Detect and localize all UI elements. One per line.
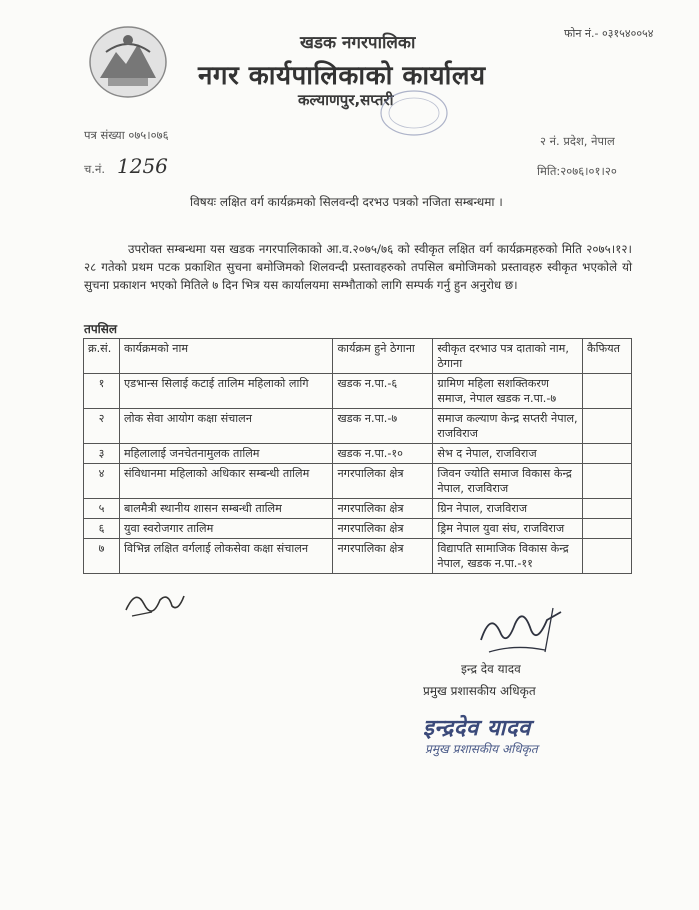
signer-name: इन्द्र देव यादव — [461, 662, 521, 676]
signature-stamp-title: प्रमुख प्रशासकीय अधिकृत — [425, 742, 538, 756]
office-stamp-icon — [378, 88, 450, 138]
cell-location: नगरपालिका क्षेत्र — [333, 519, 433, 539]
cell-remarks — [583, 519, 632, 539]
column-header-remarks: कैफियत — [583, 339, 632, 374]
column-header-serial: क्र.सं. — [84, 339, 120, 374]
cell-program: लोक सेवा आयोग कक्षा संचालन — [119, 409, 332, 444]
cell-serial: ५ — [84, 499, 120, 519]
column-header-program: कार्यक्रमको नाम — [119, 339, 332, 374]
table-row — [84, 374, 632, 409]
cell-serial: ७ — [84, 539, 120, 574]
cell-bidder: सेभ द नेपाल, राजविराज — [433, 444, 583, 464]
signature-stamp-name: इन्द्रदेव यादव — [423, 716, 531, 741]
dispatch-number-label: च.नं. — [84, 162, 105, 176]
cell-serial: ३ — [84, 444, 120, 464]
letter-body — [84, 240, 632, 294]
government-emblem-icon — [86, 22, 170, 100]
province-address: २ नं. प्रदेश, नेपाल — [540, 134, 615, 148]
officer-signature-icon — [475, 600, 575, 662]
cell-bidder: ड्रिम नेपाल युवा संघ, राजविराज — [433, 519, 583, 539]
cell-program: एडभान्स सिलाई कटाई तालिम महिलाको लागि — [119, 374, 332, 409]
cell-bidder: समाज कल्याण केन्द्र सप्तरी नेपाल, राजविराज — [433, 409, 583, 444]
table-header-row — [84, 339, 632, 374]
column-header-location: कार्यक्रम हुने ठेगाना — [333, 339, 433, 374]
cell-location: नगरपालिका क्षेत्र — [333, 464, 433, 499]
table-row — [84, 519, 632, 539]
cell-location: खडक न.पा.-७ — [333, 409, 433, 444]
program-table — [83, 338, 632, 574]
letter-date: मिति:२०७६।०१।२० — [537, 164, 617, 178]
table-row — [84, 409, 632, 444]
signer-title: प्रमुख प्रशासकीय अधिकृत — [423, 684, 536, 698]
cell-remarks — [583, 374, 632, 409]
cell-remarks — [583, 539, 632, 574]
cell-program: बालमैत्री स्थानीय शासन सम्बन्धी तालिम — [119, 499, 332, 519]
office-address: कल्याणपुर,सप्तरी — [298, 91, 394, 109]
initial-signature-icon — [122, 582, 190, 622]
cell-remarks — [583, 499, 632, 519]
dispatch-number: 1256 — [117, 154, 168, 178]
office-municipality-name: खडक नगरपालिका — [300, 33, 416, 53]
cell-location: खडक न.पा.-१० — [333, 444, 433, 464]
cell-bidder: ग्रिन नेपाल, राजविराज — [433, 499, 583, 519]
cell-serial: २ — [84, 409, 120, 444]
letter-reference-number: पत्र संख्या ०७५।०७६ — [84, 128, 169, 142]
cell-bidder: जिवन ज्योति समाज विकास केन्द्र नेपाल, राजविराज — [433, 464, 583, 499]
cell-serial: ४ — [84, 464, 120, 499]
cell-bidder: विद्यापति सामाजिक विकास केन्द्र नेपाल, खडक न.पा.-११ — [433, 539, 583, 574]
cell-location: नगरपालिका क्षेत्र — [333, 499, 433, 519]
letter-subject: विषयः लक्षित वर्ग कार्यक्रमको सिलवन्दी दरभउ पत्रको नजिता सम्बन्धमा । — [190, 195, 503, 209]
letter-body-text: उपरोक्त सम्बन्धमा यस खडक नगरपालिकाको आ.व.२०७५/७६ को स्वीकृत लक्षित वर्ग कार्यक्रमहरुको मिति २०७५।१२।२८ गतेको प्रथम पटक प्रकाशित सुचना बमोजिमको शिलवन्दी प्रस्तावहरुको तपसिल बमोजिमको प्रस्तावहरु स्वीकृत भएकोले यो सुचना प्रकाशन भएको मितिले ७ दिन भित्र यस कार्यालयमा सम्भौताको लागि सम्पर्क गर्नु हुन अनुरोध छ। — [84, 242, 632, 292]
phone-number: फोन नं.- ०३१५४००५४ — [564, 27, 654, 40]
cell-program: विभिन्न लक्षित वर्गलाई लोकसेवा कक्षा संचालन — [119, 539, 332, 574]
table-row — [84, 499, 632, 519]
cell-remarks — [583, 444, 632, 464]
cell-location: खडक न.पा.-६ — [333, 374, 433, 409]
cell-program: संविधानमा महिलाको अधिकार सम्बन्धी तालिम — [119, 464, 332, 499]
cell-bidder: ग्रामिण महिला सशक्तिकरण समाज, नेपाल खडक न.पा.-७ — [433, 374, 583, 409]
table-row — [84, 464, 632, 499]
cell-remarks — [583, 409, 632, 444]
cell-remarks — [583, 464, 632, 499]
table-row — [84, 539, 632, 574]
cell-location: नगरपालिका क्षेत्र — [333, 539, 433, 574]
cell-serial: ६ — [84, 519, 120, 539]
table-row — [84, 444, 632, 464]
column-header-bidder: स्वीकृत दरभाउ पत्र दाताको नाम, ठेगाना — [433, 339, 583, 374]
table-title: तपसिल — [84, 322, 118, 336]
office-title: नगर कार्यपालिकाको कार्यालय — [198, 61, 486, 91]
cell-program: युवा स्वरोजगार तालिम — [119, 519, 332, 539]
cell-serial: १ — [84, 374, 120, 409]
cell-program: महिलालाई जनचेतनामुलक तालिम — [119, 444, 332, 464]
